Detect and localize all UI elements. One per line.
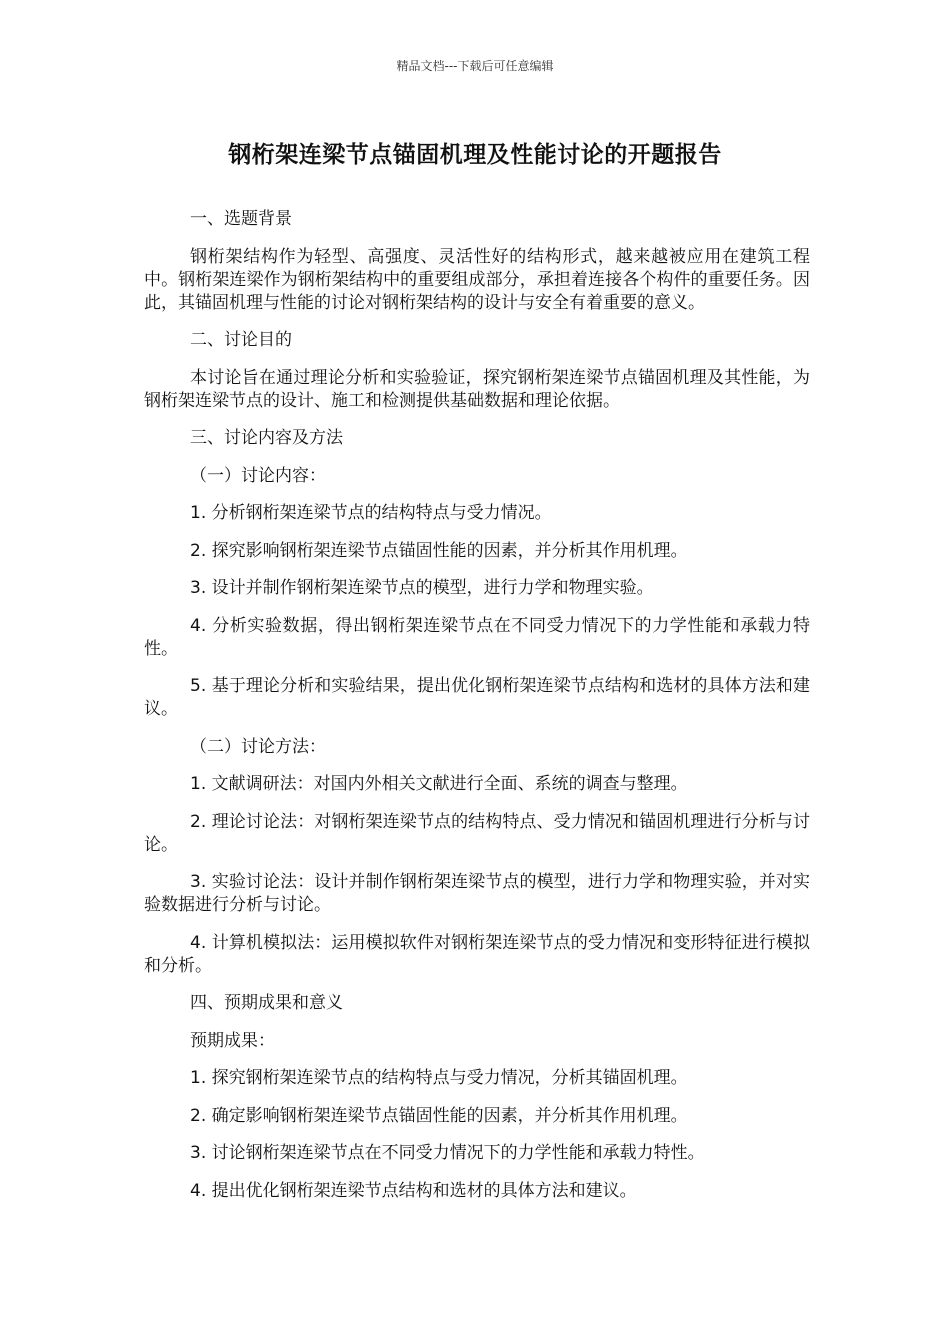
list-item: 3. 讨论钢桁架连梁节点在不同受力情况下的力学性能和承载力特性。 xyxy=(190,1143,705,1163)
list-item: 1. 分析钢桁架连梁节点的结构特点与受力情况。 xyxy=(190,503,552,523)
list-item: 2. 探究影响钢桁架连梁节点锚固性能的因素，并分析其作用机理。 xyxy=(190,540,688,561)
paragraph: 钢桁架结构作为轻型、高强度、灵活性好的结构形式，越来越被应用在建筑工程中。钢桁架连梁作为钢桁架结构中的重要组成部分，承担着连接各个构件的重要任务。因此，其锚固机理与性能的讨论对钢桁架结构的设计与安全有着重要的意义。 xyxy=(144,246,810,313)
subsection-heading: 预期成果： xyxy=(190,1030,275,1051)
list-item: 3. 设计并制作钢桁架连梁节点的模型，进行力学和物理实验。 xyxy=(190,578,654,598)
list-item: 4. 计算机模拟法：运用模拟软件对钢桁架连梁节点的受力情况和变形特征进行模拟和分析。 xyxy=(144,932,810,976)
document-title: 钢桁架连梁节点锚固机理及性能讨论的开题报告 xyxy=(228,142,722,168)
page-header: 精品文档---下载后可任意编辑 xyxy=(396,59,554,73)
document-body xyxy=(144,208,810,1217)
list-item: 4. 提出优化钢桁架连梁节点结构和选材的具体方法和建议。 xyxy=(190,1180,637,1201)
list-item: 2. 确定影响钢桁架连梁节点锚固性能的因素，并分析其作用机理。 xyxy=(190,1105,688,1126)
list-item: 2. 理论讨论法：对钢桁架连梁节点的结构特点、受力情况和锚固机理进行分析与讨论。 xyxy=(144,811,810,855)
section-heading: 二、讨论目的 xyxy=(190,330,292,350)
list-item: 4. 分析实验数据，得出钢桁架连梁节点在不同受力情况下的力学性能和承载力特性。 xyxy=(144,615,810,659)
section-heading: 四、预期成果和意义 xyxy=(190,993,343,1013)
section-heading: 一、选题背景 xyxy=(190,209,292,229)
section-heading: 三、讨论内容及方法 xyxy=(190,428,343,448)
paragraph: 本讨论旨在通过理论分析和实验验证，探究钢桁架连梁节点锚固机理及其性能，为钢桁架连梁节点的设计、施工和检测提供基础数据和理论依据。 xyxy=(144,367,810,411)
list-item: 1. 文献调研法：对国内外相关文献进行全面、系统的调查与整理。 xyxy=(190,774,688,794)
subsection-heading: （二）讨论方法： xyxy=(190,736,326,757)
list-item: 1. 探究钢桁架连梁节点的结构特点与受力情况，分析其锚固机理。 xyxy=(190,1068,688,1088)
subsection-heading: （一）讨论内容： xyxy=(190,465,326,486)
list-item: 5. 基于理论分析和实验结果，提出优化钢桁架连梁节点结构和选材的具体方法和建议。 xyxy=(144,676,810,719)
list-item: 3. 实验讨论法：设计并制作钢桁架连梁节点的模型，进行力学和物理实验，并对实验数据进行分析与讨论。 xyxy=(144,872,810,915)
